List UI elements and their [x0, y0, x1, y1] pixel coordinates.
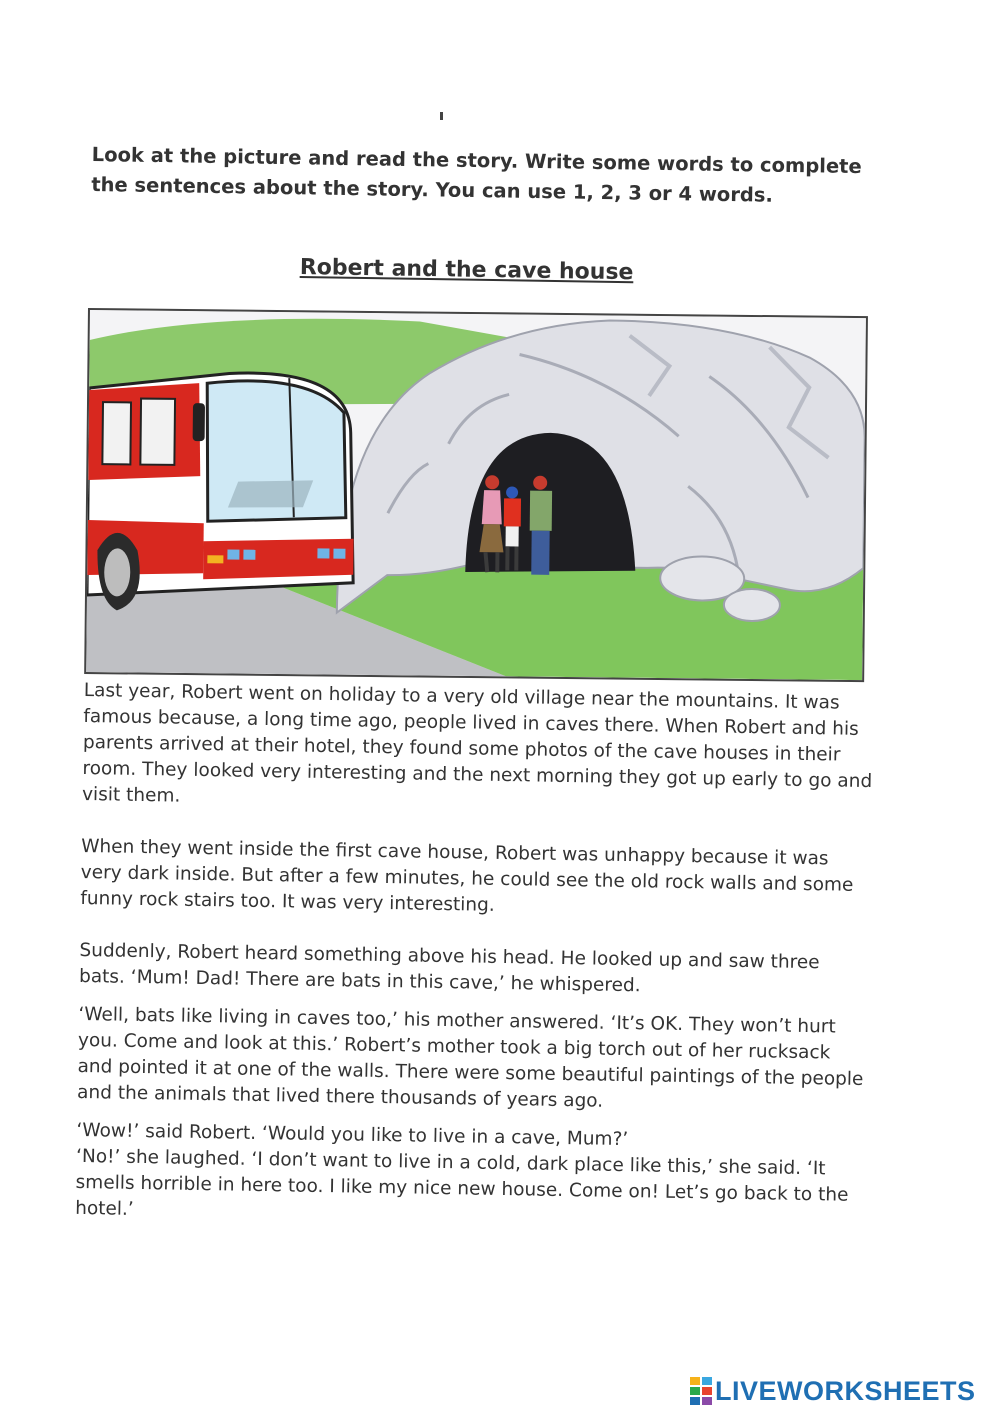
story-paragraph-4: ‘Well, bats like living in caves too,’ his mother answered. ‘It’s OK. They won’t hurt you. Come and look at this.’ Robert’s mother took a big torch out of her rucksack and pointed it at one of the walls. There were some beautiful paintings of the people and the animals that lived there thousands of years ago.: [76, 1003, 864, 1112]
story-title: Robert and the cave house: [299, 255, 634, 286]
boulder: [724, 589, 780, 622]
story-paragraph-2: When they went inside the first cave house, Robert was unhappy because it was very dark inside. But after a few minutes, he could see the old rock walls and some funny rock stairs too. It was very interesting.: [80, 835, 854, 916]
liveworksheets-logo-icon: [690, 1377, 712, 1405]
story-body: [75, 678, 874, 1235]
cave-bus-illustration: [86, 310, 866, 680]
instructions-text: Look at the picture and read the story. Write some words to complete the sentences about the story. You can use 1, 2, 3 or 4 words.: [91, 142, 862, 207]
story-paragraph-5a: ‘Wow!’ said Robert. ‘Would you like to live in a cave, Mum?’: [76, 1119, 629, 1151]
story-paragraph-5b: ‘No!’ she laughed. ‘I don’t want to live in a cold, dark place like this,’ she said. ‘It smells horrible in here too. I like my nice new house. Come on! Let’s go back to the hotel.’: [75, 1145, 849, 1220]
story-illustration: [84, 308, 868, 682]
scan-mark: [440, 112, 443, 120]
liveworksheets-logo-text: LIVEWORKSHEETS: [715, 1375, 976, 1406]
story-paragraph-3: Suddenly, Robert heard something above his head. He looked up and saw three bats. ‘Mum! Dad! There are bats in this cave,’ he whispered.: [78, 939, 820, 997]
story-paragraph-1: Last year, Robert went on holiday to a very old village near the mountains. It was famous because, a long time ago, people lived in caves there. When Robert and his parents arrived at their hotel, they found some photos of the cave houses in their room. They looked very interesting and the next morning they got up early to go and visit them.: [81, 679, 873, 807]
liveworksheets-logo: [690, 1374, 976, 1408]
bus: [87, 371, 355, 612]
